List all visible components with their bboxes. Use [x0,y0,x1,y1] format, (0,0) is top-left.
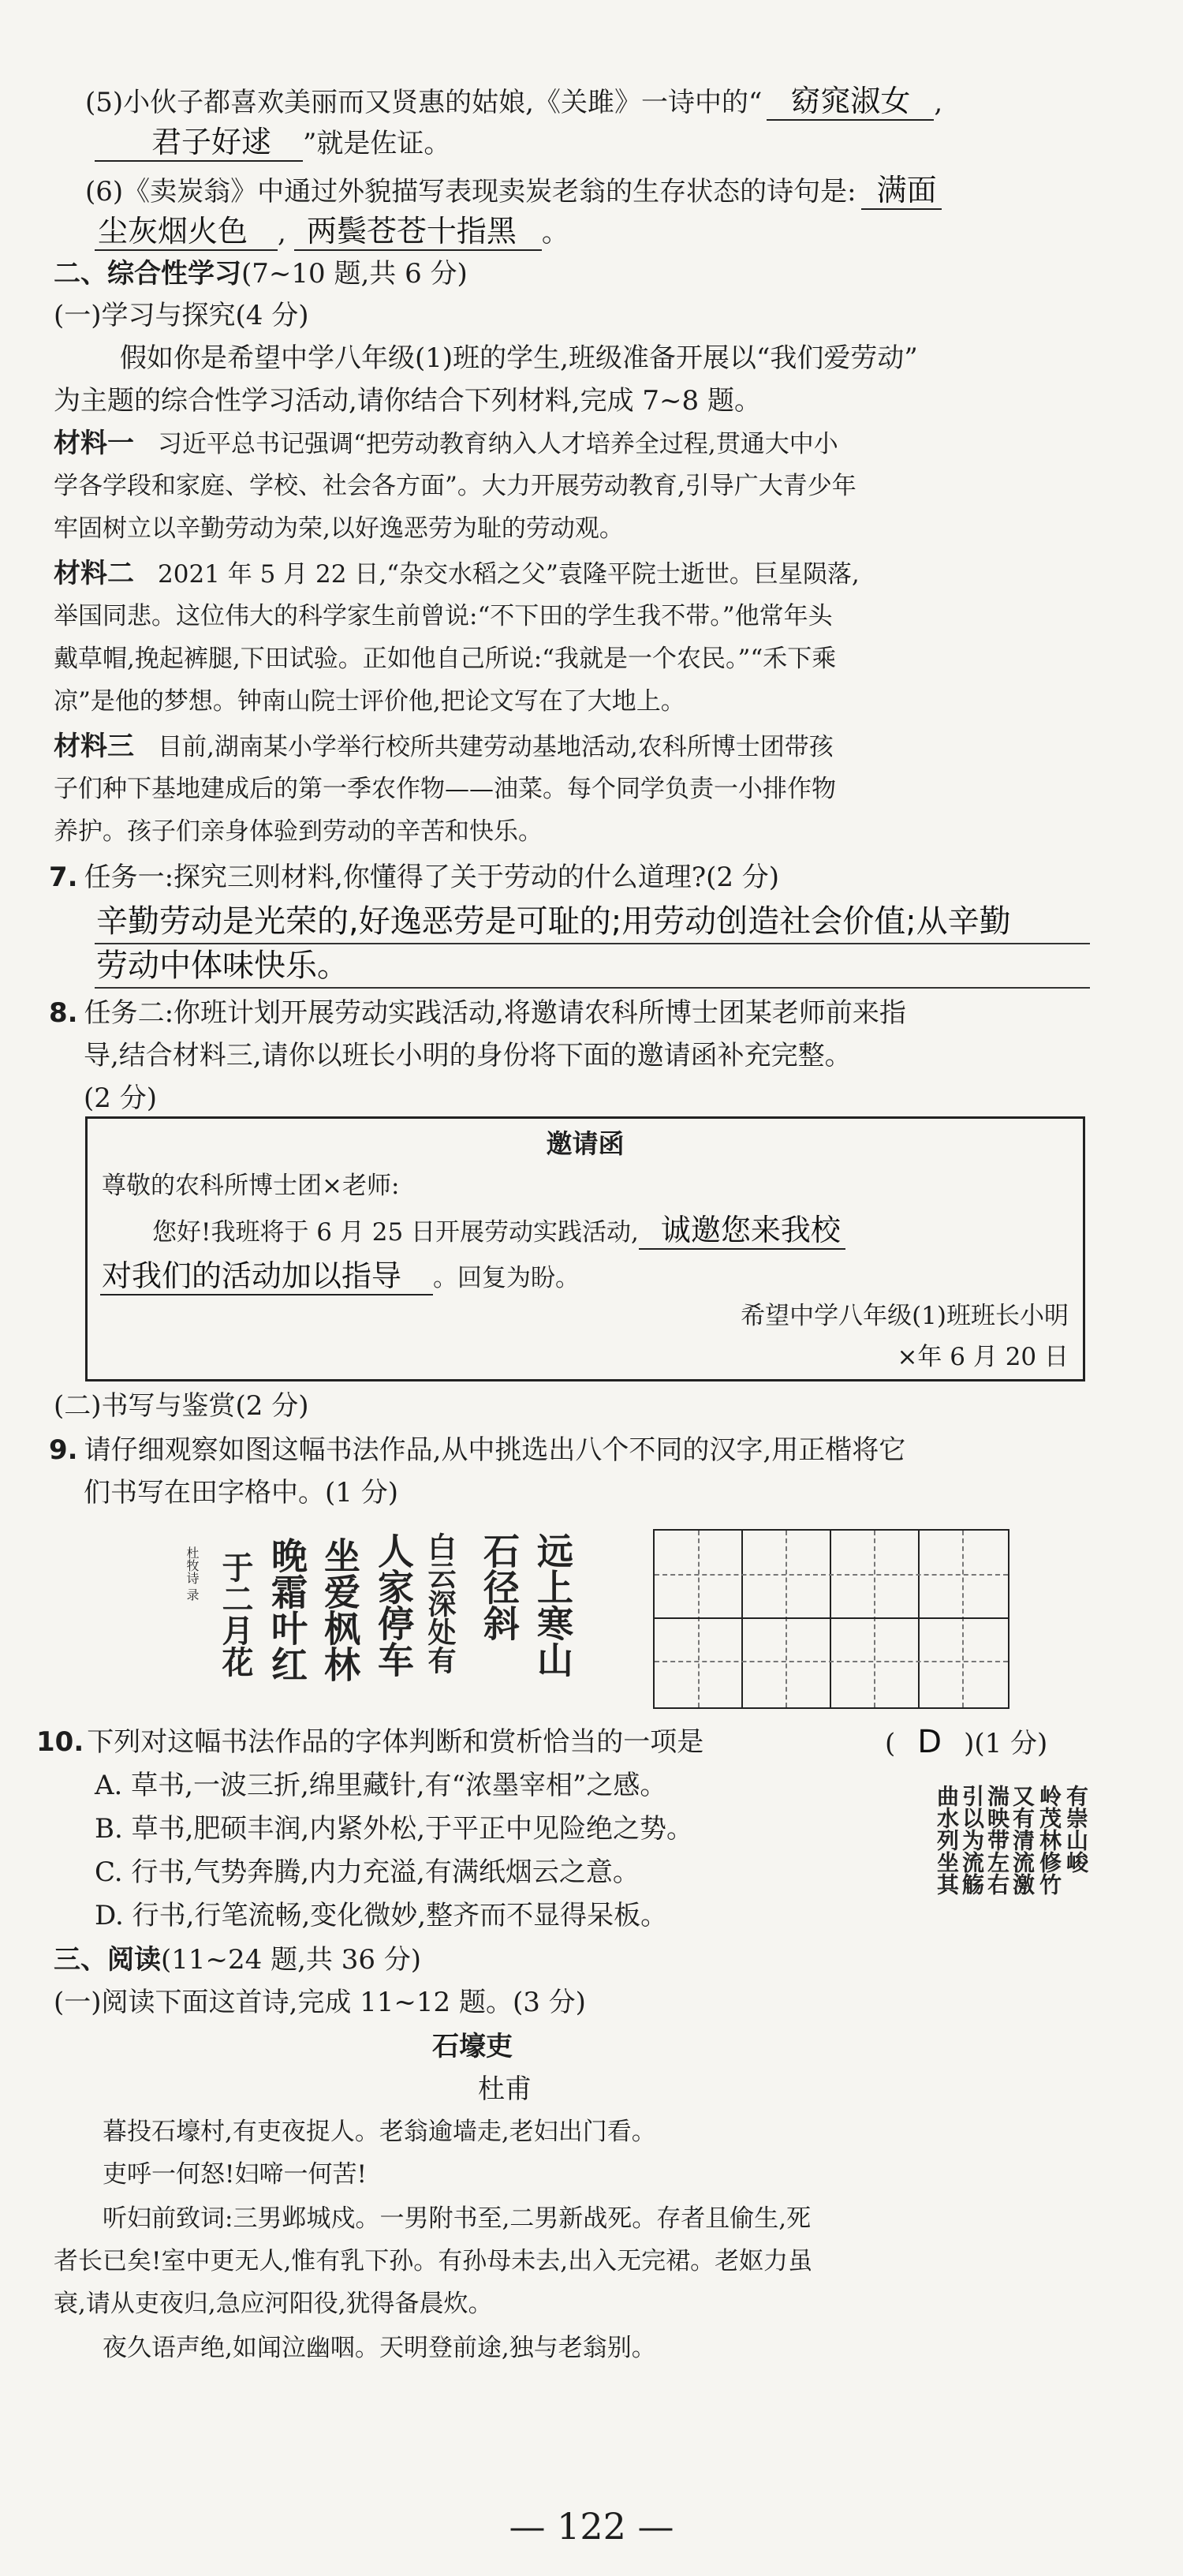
q5-answer1: 窈窕淑女 [767,83,934,121]
calli1-col7: 于二月花 [217,1551,254,1677]
q10-text: 下列对这幅书法作品的字体判断和赏析恰当的一项是 [87,1726,704,1758]
page-number: — 122 — [509,2505,674,2548]
q5-suffix: ”就是佐证。 [303,128,451,159]
q7-answer-line1: 辛勤劳动是光荣的,好逸恶劳是可耻的;用劳动创造社会价值;从辛勤 [96,903,1011,940]
q7-question [49,860,779,895]
m3-text1: 目前,湖南某小学举行校所共建劳动基地活动,农科所博士团带孩 [158,733,834,761]
q7-number: 7. [49,862,78,893]
q8-line1 [49,996,906,1030]
calli1-col2: 石径斜 [478,1532,521,1641]
m3-line1 [54,729,834,765]
q6-period: 。 [541,217,569,249]
q9-line2: 们书写在田字格中。(1 分) [84,1477,398,1509]
m2-label: 材料二 [54,558,134,589]
q8-line2: 导,结合材料三,请你以班长小明的身份将下面的邀请函补充完整。 [84,1040,852,1071]
m1-line3: 牢固树立以辛勤劳动为荣,以好逸恶劳为耻的劳动观。 [54,514,624,543]
m1-label: 材料一 [54,428,134,459]
calli1-col5: 坐爱枫林 [319,1537,361,1682]
invitation-signature: 希望中学八年级(1)班班长小明 [741,1302,1069,1330]
q9-text1: 请仔细观察如图这幅书法作品,从中挑选出八个不同的汉字,用正楷将它 [84,1434,906,1466]
q10-bracket-close: ) [964,1728,975,1759]
intro-line2: 为主题的综合性学习活动,请你结合下列材料,完成 7~8 题。 [54,385,761,417]
invitation-body2: 。回复为盼。 [433,1264,580,1292]
invitation-body1: 您好!我班将于 6 月 25 日开展劳动实践活动, [152,1218,639,1247]
calli1-col1: 远上寒山 [532,1532,574,1677]
intro-line1: 假如你是希望中学八年级(1)班的学生,班级准备开展以“我们爱劳动” [120,342,918,374]
m2-line4: 凉”是他的梦想。钟南山院士评价他,把论文写在了大地上。 [54,687,685,716]
invitation-answer1: 诚邀您来我校 [639,1212,845,1250]
m3-line2: 子们种下基地建成后的第一季农作物——油菜。每个同学负责一小排作物 [54,775,836,803]
m2-line3: 戴草帽,挽起裤腿,下田试验。正如他自己所说:“我就是一个农民。”“禾下乘 [54,645,837,673]
calli1-col4: 人家停车 [372,1532,415,1677]
calli2-col3: 又有清流激 [1009,1785,1036,1895]
section2-info: (7~10 题,共 6 分) [241,258,468,290]
q7-text: 任务一:探究三则材料,你懂得了关于劳动的什么道理?(2 分) [84,862,780,893]
q6-line2 [95,213,569,251]
q5-comma: , [934,87,943,118]
q10-option-c: C. 行书,气势奔腾,内力充溢,有满纸烟云之意。 [95,1856,640,1888]
q10-number: 10. [36,1726,84,1758]
calli2-col4: 湍映带左右 [984,1785,1010,1895]
q6-line1 [85,172,942,210]
poem-line2: 吏呼一何怒!妇啼一何苦! [103,2160,367,2189]
part1-title: (一)学习与探究(4 分) [54,300,309,331]
q10-question [36,1725,703,1759]
q10-answer: D [917,1724,942,1760]
poem-author: 杜甫 [478,2073,532,2105]
q5-answer2: 君子好逑 [95,124,303,162]
q6-answer1b: 尘灰烟火色 [95,213,278,251]
q5-line1 [85,83,942,121]
poem-line4: 者长已矣!室中更无人,惟有乳下孙。有孙母未去,出入无完裙。老妪力虽 [54,2247,813,2275]
q10-option-a: A. 草书,一波三折,绵里藏针,有“浓墨宰相”之感。 [95,1770,667,1801]
section2-title: 二、综合性学习 [54,258,241,290]
q10-option-b: B. 草书,肥硕丰润,内紧外松,于平正中见险绝之势。 [95,1813,694,1845]
invitation-answer2: 对我们的活动加以指导 [100,1258,433,1295]
section3-heading [54,1942,421,1977]
section3-info: (11~24 题,共 36 分) [161,1944,422,1976]
q9-line1 [49,1433,905,1467]
q6-answer2: 两鬓苍苍十指黑 [294,213,542,251]
calli1-col3: 白云深处有 [424,1532,457,1674]
q7-answer-line2: 劳动中体味快乐。 [96,948,349,984]
m3-label: 材料三 [54,731,134,762]
invitation-greeting: 尊敬的农科所博士团×老师: [102,1172,400,1200]
q6-comma: , [278,217,286,249]
poem-line6: 夜久语声绝,如闻泣幽咽。天明登前途,独与老翁别。 [103,2334,656,2362]
q8-line3: (2 分) [84,1082,157,1114]
m1-line1 [54,426,838,462]
q6-answer1a: 满面 [861,172,942,210]
m2-text1: 2021 年 5 月 22 日,“杂交水稻之父”袁隆平院士逝世。巨星陨落, [158,560,860,589]
poem-line5: 衰,请从吏夜归,急应河阳役,犹得备晨炊。 [54,2290,493,2318]
m3-line3: 养护。孩子们亲身体验到劳动的辛苦和快乐。 [54,817,543,846]
part3-title: (一)阅读下面这首诗,完成 11~12 题。(3 分) [54,1987,586,2018]
invitation-body-line2 [100,1258,580,1295]
q5-line2 [95,124,450,162]
q7-answer-rule2 [95,987,1090,989]
m1-text1: 习近平总书记强调“把劳动教育纳入人才培养全过程,贯通大中小 [158,430,838,458]
calli2-col6: 曲水列坐其 [934,1785,960,1895]
invitation-date: ×年 6 月 20 日 [897,1343,1069,1371]
q7-answer-rule1 [95,943,1090,944]
q5-prefix: (5)小伙子都喜欢美丽而又贤惠的姑娘,《关雎》一诗中的“ [85,87,763,118]
calli1-inscription: 杜牧诗 录 [185,1546,200,1602]
q10-option-d: D. 行书,行笔流畅,变化微妙,整齐而不显得呆板。 [95,1900,668,1931]
poem-title: 石壕吏 [432,2031,513,2062]
tianzige-grid [653,1529,1009,1709]
q10-answer-area [885,1725,1047,1761]
m2-line2: 举国同悲。这位伟大的科学家生前曾说:“不下田的学生我不带。”他常年头 [54,602,833,630]
invitation-box [85,1116,1085,1381]
section2-heading [54,256,468,291]
calli1-col6: 晚霜叶红 [266,1537,308,1682]
calli2-col2: 岭茂林修竹 [1036,1785,1062,1895]
q8-number: 8. [49,997,78,1029]
q9-number: 9. [49,1434,78,1466]
invitation-title: 邀请函 [546,1128,625,1159]
part2-title: (二)书写与鉴赏(2 分) [54,1390,309,1422]
poem-line1: 暮投石壕村,有吏夜捉人。老翁逾墙走,老妇出门看。 [103,2118,656,2146]
m2-line1 [54,556,860,592]
calli2-col1: 有崇山峻 [1063,1785,1089,1873]
invitation-body-line1 [152,1212,845,1250]
q6-prefix: (6)《卖炭翁》中通过外貌描写表现卖炭老翁的生存状态的诗句是: [85,176,856,208]
section3-title: 三、阅读 [54,1944,161,1976]
m1-line2: 学各学段和家庭、学校、社会各方面”。大力开展劳动教育,引导广大青少年 [54,472,856,500]
q8-text1: 任务二:你班计划开展劳动实践活动,将邀请农科所博士团某老师前来指 [84,997,906,1029]
calli2-col5: 引以为流觞 [959,1785,985,1895]
q10-score: (1 分) [974,1728,1048,1759]
poem-line3: 听妇前致词:三男邺城戍。一男附书至,二男新战死。存者且偷生,死 [103,2204,812,2233]
q10-bracket-open: ( [885,1728,896,1759]
